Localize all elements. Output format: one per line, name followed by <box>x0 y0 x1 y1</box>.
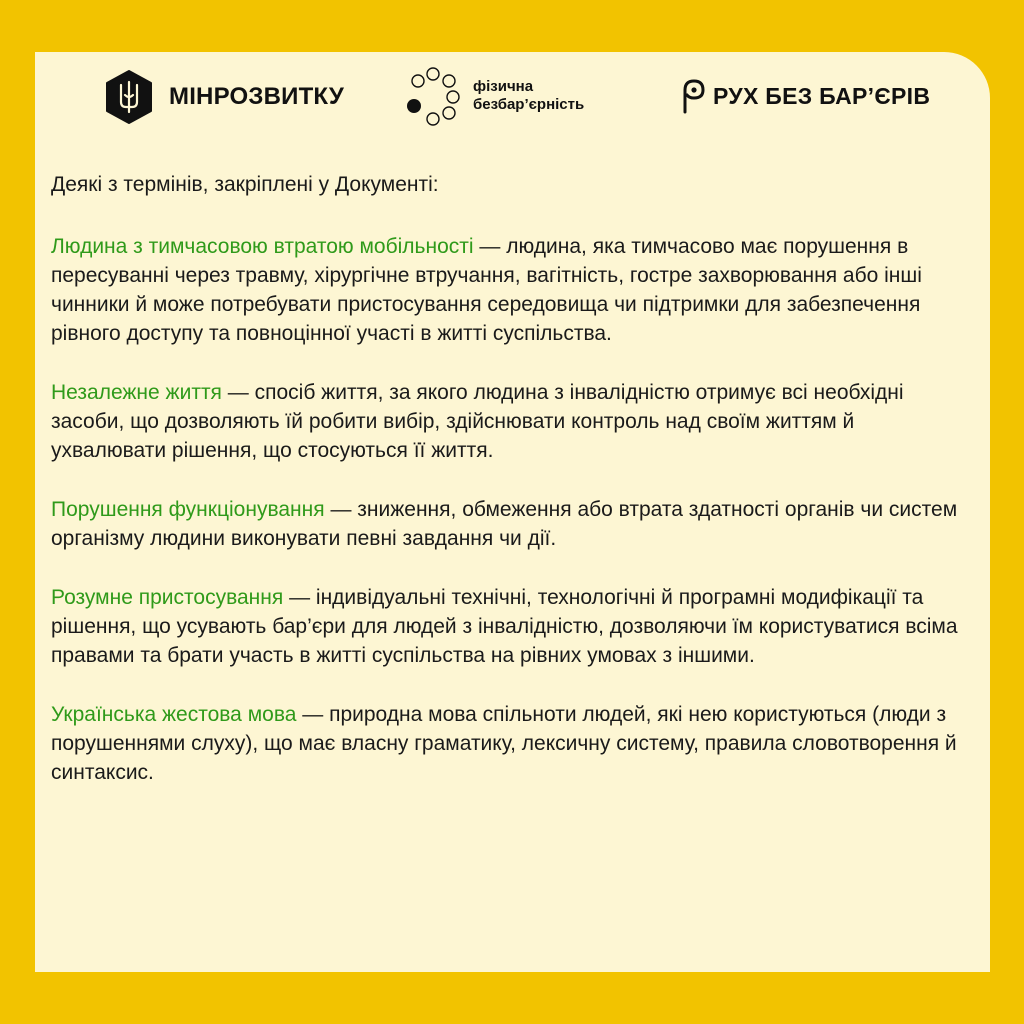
movement-logo-text: РУХ БЕЗ БАР’ЄРІВ <box>713 82 931 109</box>
intro-text: Деякі з термінів, закріплені у Документі: <box>51 173 439 196</box>
term-entry <box>51 700 971 787</box>
term-entry <box>51 232 971 348</box>
term-entry <box>51 495 971 553</box>
term-definition: — індивідуальні технічні, технологічні й програмні модифікації та рішення, що усувають бар’єри для людей з інвалідністю, дозволяючи їм користуватися всіма правами та брати участь в житті суспільства на рівних умовах з іншими. <box>51 586 958 667</box>
rukh-logo-icon <box>679 78 707 114</box>
movement-logo <box>679 78 930 114</box>
ministry-logo <box>103 69 344 125</box>
trident-hexagon-icon <box>103 69 155 125</box>
term-name: Порушення функціонування <box>51 498 325 521</box>
term-name: Розумне пристосування <box>51 586 284 609</box>
program-logo-text <box>473 78 584 114</box>
program-logo <box>405 66 584 126</box>
terms-content <box>51 170 971 817</box>
ministry-logo-text: МІНРОЗВИТКУ <box>169 83 345 110</box>
term-name: Українська жестова мова <box>51 703 297 726</box>
term-entry <box>51 583 971 670</box>
term-name: Людина з тимчасовою втратою мобільності <box>51 235 474 258</box>
dots-circle-icon <box>405 66 461 126</box>
content-card <box>35 52 990 972</box>
term-definition: — зниження, обмеження або втрата здатності органів чи систем організму людини виконувати певні завдання чи дії. <box>51 498 958 550</box>
program-logo-line2: безбар’єрність <box>473 96 585 113</box>
logo-bar <box>35 52 990 142</box>
term-definition: — людина, яка тимчасово має порушення в пересуванні через травму, хірургічне втручання, вагітність, гостре захворювання або інші чинники й може потребувати пристосування середовища чи підтримки для забезпечення рівного доступу та повноцінної участі в житті суспільства. <box>51 235 922 345</box>
term-entry <box>51 378 971 465</box>
term-definition: — природна мова спільноти людей, які нею користуються (люди з порушеннями слуху), що має власну граматику, лексичну систему, правила словотворення й синтаксис. <box>51 703 957 784</box>
term-definition: — спосіб життя, за якого людина з інвалідністю отримує всі необхідні засоби, що дозволяють їй робити вибір, здійснювати контроль над своїм життям й ухвалювати рішення, що стосуються її життя. <box>51 381 904 462</box>
program-logo-line1: фізична <box>473 78 534 95</box>
term-name: Незалежне життя <box>51 381 222 404</box>
